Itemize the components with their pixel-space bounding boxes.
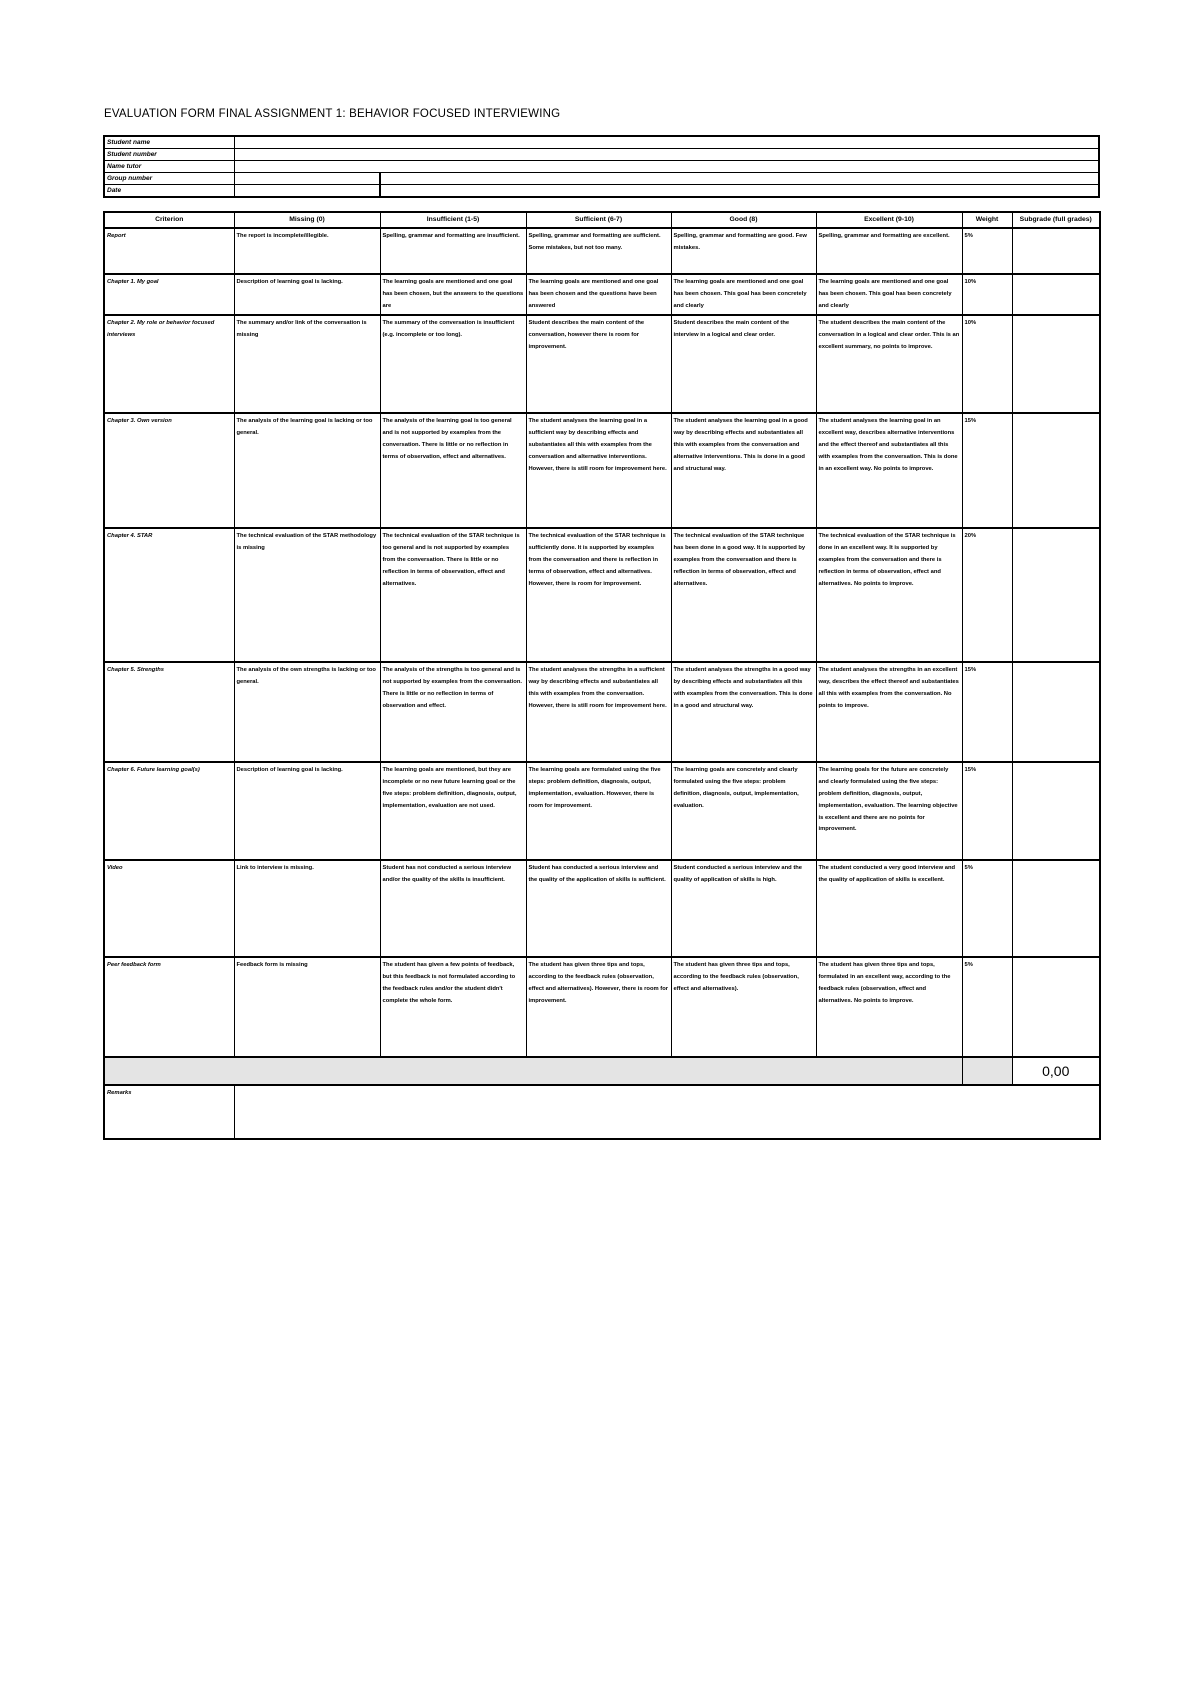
- weight-cell: 5%: [962, 957, 1012, 1057]
- insufficient-cell: Spelling, grammar and formatting are insufficient.: [380, 228, 526, 274]
- subgrade-cell[interactable]: [1012, 413, 1100, 528]
- remarks-field[interactable]: [234, 1085, 1100, 1139]
- excellent-cell: Spelling, grammar and formatting are excellent.: [816, 228, 962, 274]
- header-criterion: Criterion: [104, 212, 234, 228]
- criterion-cell: Chapter 2. My role or behavior focused interviews: [104, 315, 234, 413]
- total-row: [104, 1057, 1100, 1085]
- weight-cell: 10%: [962, 315, 1012, 413]
- criterion-cell: Chapter 6. Future learning goal(s): [104, 762, 234, 860]
- good-cell: The student analyses the learning goal in a good way by describing effects and substantiates all this with examples from the conversation and alternative interventions. This is done in a good and structural way.: [671, 413, 816, 528]
- subgrade-cell[interactable]: [1012, 762, 1100, 860]
- student-info-table: [103, 135, 1100, 198]
- info-row: [104, 173, 1099, 185]
- excellent-cell: The technical evaluation of the STAR technique is done in an excellent way. It is supported by examples from the conversation and there is reflection in terms of observation, effect and alternatives. No points to improve.: [816, 528, 962, 662]
- good-cell: Student conducted a serious interview and the quality of application of skills is high.: [671, 860, 816, 957]
- criterion-cell: Video: [104, 860, 234, 957]
- sufficient-cell: Student has conducted a serious interview and the quality of the application of skills is sufficient.: [526, 860, 671, 957]
- sufficient-cell: The learning goals are formulated using the five steps: problem definition, diagnosis, output, implementation, evaluation. However, there is room for improvement.: [526, 762, 671, 860]
- blank-area: [380, 185, 1099, 198]
- missing-cell: The report is incomplete/illegible.: [234, 228, 380, 274]
- header-subgrade: Subgrade (full grades): [1012, 212, 1100, 228]
- excellent-cell: The student analyses the strengths in an excellent way, describes the effect thereof and substantiates all this with examples from the conversation. No points to improve.: [816, 662, 962, 762]
- form-title: EVALUATION FORM FINAL ASSIGNMENT 1: BEHAVIOR FOCUSED INTERVIEWING: [104, 108, 561, 120]
- sufficient-cell: The student analyses the strengths in a sufficient way by describing effects and substantiates all this with examples from the conversation. However, there is still room for improvement here.: [526, 662, 671, 762]
- student-name-field[interactable]: [234, 136, 1099, 149]
- insufficient-cell: The analysis of the learning goal is too general and is not supported by examples from the conversation. There is little or no reflection in terms of observation, effect and alternatives.: [380, 413, 526, 528]
- weight-cell: 15%: [962, 413, 1012, 528]
- insufficient-cell: Student has not conducted a serious interview and/or the quality of the skills is insufficient.: [380, 860, 526, 957]
- header-weight: Weight: [962, 212, 1012, 228]
- good-cell: The learning goals are mentioned and one goal has been chosen. This goal has been concretely and clearly: [671, 274, 816, 315]
- weight-cell: 10%: [962, 274, 1012, 315]
- subgrade-cell[interactable]: [1012, 860, 1100, 957]
- rubric-row: [104, 662, 1100, 762]
- sufficient-cell: The learning goals are mentioned and one goal has been chosen and the questions have been answered: [526, 274, 671, 315]
- excellent-cell: The student describes the main content of the conversation in a logical and clear order. This is an excellent summary, no points to improve.: [816, 315, 962, 413]
- rubric-header-row: [104, 212, 1100, 228]
- insufficient-cell: The summary of the conversation is insufficient (e.g. incomplete or too long).: [380, 315, 526, 413]
- total-weight-area: [962, 1057, 1012, 1085]
- subgrade-cell[interactable]: [1012, 274, 1100, 315]
- sufficient-cell: The student analyses the learning goal in a sufficient way by describing effects and substantiates all this with examples from the conversation and alternative interventions. However, there is still room for improvement here.: [526, 413, 671, 528]
- date-field[interactable]: [234, 185, 380, 198]
- rubric-row: [104, 762, 1100, 860]
- good-cell: The technical evaluation of the STAR technique has been done in a good way. It is supported by examples from the conversation and there is reflection in terms of observation, effect and alternatives.: [671, 528, 816, 662]
- criterion-cell: Chapter 3. Own version: [104, 413, 234, 528]
- info-label: Student number: [104, 149, 234, 161]
- missing-cell: The analysis of the learning goal is lacking or too general.: [234, 413, 380, 528]
- subgrade-cell[interactable]: [1012, 957, 1100, 1057]
- header-insufficient: Insufficient (1-5): [380, 212, 526, 228]
- subgrade-cell[interactable]: [1012, 315, 1100, 413]
- total-grade: 0,00: [1012, 1057, 1100, 1085]
- good-cell: The student has given three tips and tops, according to the feedback rules (observation, effect and alternatives).: [671, 957, 816, 1057]
- excellent-cell: The student conducted a very good interview and the quality of application of skills is excellent.: [816, 860, 962, 957]
- good-cell: The student analyses the strengths in a good way by describing effects and substantiates all this with examples from the conversation. This is done in a good and structural way.: [671, 662, 816, 762]
- info-label: Name tutor: [104, 161, 234, 173]
- weight-cell: 5%: [962, 228, 1012, 274]
- excellent-cell: The learning goals for the future are concretely and clearly formulated using the five steps: problem definition, diagnosis, output, implementation, evaluation. The learning objective is excellent and there are no points for improvement.: [816, 762, 962, 860]
- insufficient-cell: The technical evaluation of the STAR technique is too general and is not supported by examples from the conversation. There is little or no reflection in terms of observation, effect and alternatives.: [380, 528, 526, 662]
- name-tutor-field[interactable]: [234, 161, 1099, 173]
- rubric-row: [104, 315, 1100, 413]
- subgrade-cell[interactable]: [1012, 528, 1100, 662]
- weight-cell: 5%: [962, 860, 1012, 957]
- info-row: [104, 161, 1099, 173]
- rubric-row: [104, 860, 1100, 957]
- excellent-cell: The student analyses the learning goal in an excellent way, describes alternative interventions and the effect thereof and substantiates all this with examples from the conversation. This is done in an excellent way. No points to improve.: [816, 413, 962, 528]
- info-row: [104, 136, 1099, 149]
- group-number-field[interactable]: [234, 173, 380, 185]
- sufficient-cell: The student has given three tips and tops, according to the feedback rules (observation, effect and alternatives). However, there is room for improvement.: [526, 957, 671, 1057]
- insufficient-cell: The learning goals are mentioned, but they are incomplete or no new future learning goal or the five steps: problem definition, diagnosis, output, implementation, evaluation are not used.: [380, 762, 526, 860]
- rubric-row: [104, 957, 1100, 1057]
- student-number-field[interactable]: [234, 149, 1099, 161]
- sufficient-cell: Student describes the main content of the conversation, however there is room for improvement.: [526, 315, 671, 413]
- rubric-row: [104, 228, 1100, 274]
- weight-cell: 20%: [962, 528, 1012, 662]
- missing-cell: The technical evaluation of the STAR methodology is missing: [234, 528, 380, 662]
- criterion-cell: Report: [104, 228, 234, 274]
- header-missing: Missing (0): [234, 212, 380, 228]
- info-label: Date: [104, 185, 234, 198]
- header-good: Good (8): [671, 212, 816, 228]
- sufficient-cell: The technical evaluation of the STAR technique is sufficiently done. It is supported by examples from the conversation and there is reflection in terms of observation, effect and alternatives. However, there is room for improvement.: [526, 528, 671, 662]
- insufficient-cell: The student has given a few points of feedback, but this feedback is not formulated according to the feedback rules and/or the student didn't complete the whole form.: [380, 957, 526, 1057]
- subgrade-cell[interactable]: [1012, 228, 1100, 274]
- criterion-cell: Chapter 1. My goal: [104, 274, 234, 315]
- missing-cell: Link to interview is missing.: [234, 860, 380, 957]
- rubric-row: [104, 528, 1100, 662]
- remarks-row: [104, 1085, 1100, 1139]
- insufficient-cell: The analysis of the strengths is too general and is not supported by examples from the conversation. There is little or no reflection in terms of observation and effect.: [380, 662, 526, 762]
- weight-cell: 15%: [962, 662, 1012, 762]
- total-label-area: [104, 1057, 962, 1085]
- criterion-cell: Chapter 5. Strengths: [104, 662, 234, 762]
- blank-area: [380, 173, 1099, 185]
- missing-cell: The analysis of the own strengths is lacking or too general.: [234, 662, 380, 762]
- subgrade-cell[interactable]: [1012, 662, 1100, 762]
- missing-cell: Description of learning goal is lacking.: [234, 274, 380, 315]
- info-label: Group number: [104, 173, 234, 185]
- missing-cell: The summary and/or link of the conversation is missing: [234, 315, 380, 413]
- info-label: Student name: [104, 136, 234, 149]
- missing-cell: Description of learning goal is lacking.: [234, 762, 380, 860]
- rubric-row: [104, 274, 1100, 315]
- info-row: [104, 149, 1099, 161]
- rubric-table: [103, 211, 1101, 1140]
- weight-cell: 15%: [962, 762, 1012, 860]
- excellent-cell: The learning goals are mentioned and one goal has been chosen. This goal has been concretely and clearly: [816, 274, 962, 315]
- sufficient-cell: Spelling, grammar and formatting are sufficient. Some mistakes, but not too many.: [526, 228, 671, 274]
- good-cell: Spelling, grammar and formatting are good. Few mistakes.: [671, 228, 816, 274]
- info-row: [104, 185, 1099, 198]
- header-sufficient: Sufficient (6-7): [526, 212, 671, 228]
- insufficient-cell: The learning goals are mentioned and one goal has been chosen, but the answers to the questions are: [380, 274, 526, 315]
- criterion-cell: Peer feedback form: [104, 957, 234, 1057]
- header-excellent: Excellent (9-10): [816, 212, 962, 228]
- excellent-cell: The student has given three tips and tops, formulated in an excellent way, according to the feedback rules (observation, effect and alternatives. No points to improve.: [816, 957, 962, 1057]
- remarks-label: Remarks: [104, 1085, 234, 1139]
- rubric-row: [104, 413, 1100, 528]
- missing-cell: Feedback form is missing: [234, 957, 380, 1057]
- good-cell: Student describes the main content of the interview in a logical and clear order.: [671, 315, 816, 413]
- criterion-cell: Chapter 4. STAR: [104, 528, 234, 662]
- good-cell: The learning goals are concretely and clearly formulated using the five steps: problem definition, diagnosis, output, implementation, evaluation.: [671, 762, 816, 860]
